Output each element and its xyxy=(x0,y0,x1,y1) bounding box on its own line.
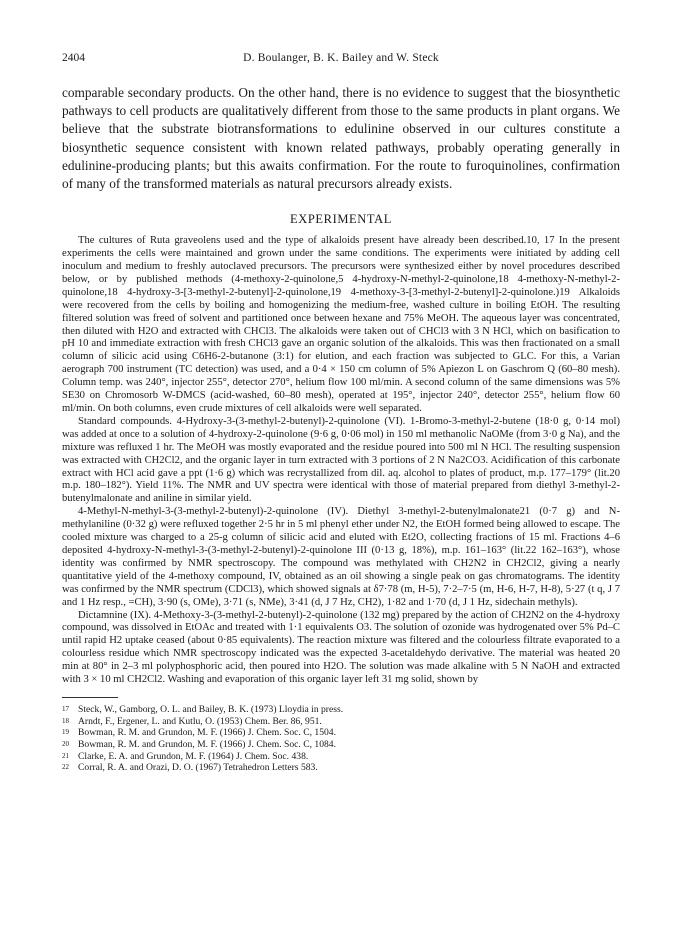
footnote-references xyxy=(62,704,620,774)
experimental-paragraph-standard-compounds: Standard compounds. 4-Hydroxy-3-(3-methyl-2-butenyl)-2-quinolone (VI). 1-Bromo-3-methyl-2-butene (18·0 g, 0·14 mol) was added at once to a solution of 4-hydroxy-2-quinolone (9·6 g, 0·06 mol) in 150 ml methanolic NaOMe (from 3·0 g Na), and the mixture was refluxed 1 hr. The MeOH was mostly evaporated and the residue poured into 500 ml N HCl. The resulting suspension was extracted with CH2Cl2, and the organic layer in turn extracted with 3 portions of 2 N Na2CO3. Acidification of this carbonate extract with HCl acid gave a ppt (1·6 g) which was recrystallized from dil. aq. alcohol to plates of product, m.p. 177–179° (lit.20 m.p. 180–182°). Yield 11%. The NMR and UV spectra were identical with those of material prepared from diethyl 3-methyl-2-butenylmalonate and aniline in similar yield. xyxy=(62,415,620,505)
reference-number: 20 xyxy=(62,740,69,749)
reference-item xyxy=(62,739,620,751)
reference-text: Corral, R. A. and Orazi, D. O. (1967) Tetrahedron Letters 583. xyxy=(78,762,318,774)
reference-text: Clarke, E. A. and Grundon, M. F. (1964) J. Chem. Soc. 438. xyxy=(78,750,309,762)
reference-item xyxy=(62,762,620,774)
reference-text: Bowman, R. M. and Grundon, M. F. (1966) J. Chem. Soc. C, 1084. xyxy=(78,739,336,751)
reference-item xyxy=(62,704,620,716)
experimental-paragraph-dictamnine: Dictamnine (IX). 4-Methoxy-3-(3-methyl-2-butenyl)-2-quinolone (132 mg) prepared by the action of CH2N2 on the 4-hydroxy compound, was dissolved in EtOAc and treated with 1·1 equivalents O3. The solution of ozonide was hydrogenated over 5% Pd–C until rapid H2 uptake ceased (about 0·85 equivalents). The reaction mixture was filtered and the colourless filtrate evaporated to a colourless residue which NMR spectroscopy indicated was the expected 3-acetaldehydo derivative. The material was heated 20 min at 80° in 2–3 ml polyphosphoric acid, then poured into H2O. The solution was made alkaline with 5 N NaOH and extracted with 3 × 10 ml CH2Cl2. Washing and evaporation of this organic layer left 31 mg solid, shown by xyxy=(62,609,620,686)
reference-text: Arndt, F., Ergener, L. and Kutlu, O. (1953) Chem. Ber. 86, 951. xyxy=(78,715,322,727)
reference-number: 19 xyxy=(62,728,69,737)
experimental-paragraph-general: The cultures of Ruta graveolens used and the type of alkaloids present have already been described.10, 17 In the present experiments the cells were maintained and grown under the same conditions. The experiments were initiated by adding cell inoculum and medium to freshly autoclaved precursors. The precursors were synthesized either by novel procedures described below, or by published methods (4-methoxy-2-quinolone,5 4-hydroxy-N-methyl-2-quinolone,18 4-methoxy-N-methyl-2-quinolone,18 4-hydroxy-3-[3-methyl-2-butenyl]-2-quinolone,19 4-methoxy-3-[3-methyl-2-butenyl]-2-quinolone.)19 Alkaloids were recovered from the cells by boiling and homogenizing the medium-free, washed culture in boiling EtOH. The resulting filtered solution was freed of solvent and partitioned once between hexane and 75% MeOH. The aqueous layer was concentrated, then diluted with H2O and extracted with CHCl3. The alkaloids were taken out of CHCl3 with 3 N HCl, which on basification to pH 10 and immediate extraction with fresh CHCl3 gave an organic solution of the alkaloids. This was then fractionated on a small column of silicic acid using C6H6-2-butanone (3:1) for elution, and each fraction was subjected to GLC. For this, a Varian aerograph 700 instrument (TC detection) was used, and a 0·4 × 150 cm column of 5% Apiezon L on Gaschrom Q (60–80 mesh). Column temp. was 240°, injector 255°, detector 270°, helium flow 100 ml/min. A second column of the same dimensions was 5% SE30 on Chromosorb W-DMCS (acid-washed, 60–80 mesh), operated at 195°, injector 240°, detector 255°, helium flow 60 ml/min. On both columns, even crude mixtures of cell alkaloids were well separated. xyxy=(62,235,620,414)
reference-text: Bowman, R. M. and Grundon, M. F. (1966) J. Chem. Soc. C, 1504. xyxy=(78,727,336,739)
page-number: 2404 xyxy=(62,52,85,64)
experimental-section xyxy=(62,235,620,687)
journal-page xyxy=(62,52,620,774)
discussion-paragraph: comparable secondary products. On the other hand, there is no evidence to suggest that the biosynthetic pathways to cell products are qualitatively different from those to the same products in plant organs. We believe that the substrate biotransformations to edulinine observed in our cultures constitute a biosynthetic sequence consistent with known related pathways, probably operating generally in edulinine-producing plants; but this awaits confirmation. For the route to furoquinolines, confirmation of many of the transformed materials as natural precursors already exists. xyxy=(62,85,620,192)
reference-item xyxy=(62,751,620,763)
reference-text: Steck, W., Gamborg, O. L. and Bailey, B. K. (1973) Lloydia in press. xyxy=(78,703,344,715)
reference-number: 22 xyxy=(62,763,69,772)
running-header xyxy=(62,52,620,68)
reference-item xyxy=(62,716,620,728)
reference-number: 21 xyxy=(62,751,69,760)
section-heading: EXPERIMENTAL xyxy=(289,212,393,227)
reference-number: 18 xyxy=(62,716,69,725)
reference-number: 17 xyxy=(62,704,69,713)
experimental-paragraph-compound-iv: 4-Methyl-N-methyl-3-(3-methyl-2-butenyl)-2-quinolone (IV). Diethyl 3-methyl-2-butenylmalonate21 (0·7 g) and N-methylaniline (0·32 g) were refluxed together 2·5 hr in 5 ml phenyl ether under N2, the EtOH formed being allowed to escape. The cooled mixture was charged to a 25-g column of silicic acid and eluted with Et2O, collecting fractions of 15 ml. Fractions 4–6 deposited 4-hydroxy-N-methyl-3-(3-methyl-2-butenyl)-2-quinolone III (0·13 g, 18%), m.p. 161–163° (lit.22 162–163°), whose identity was confirmed by NMR spectroscopy. The compound was methylated with CH2N2 in CH2Cl2, giving a nearly quantitative yield of the 4-methoxy compound, IV, obtained as an oil showing a single peak on gas chromatograms. The identity was confirmed by the NMR spectrum (CDCl3), which showed signals at δ7·78 (m, H-5), 7·2–7·5 (m, H-6, H-7, H-8), 5·27 (t q, J 7 and 1 Hz resp., =CH), 3·90 (s, OMe), 3·71 (s, NMe), 3·41 (d, J 7 Hz, CH2), 1·82 and 1·70 (d, J 1 Hz, sidechain methyls). xyxy=(62,506,620,608)
reference-item xyxy=(62,727,620,739)
running-header-authors: D. Boulanger, B. K. Bailey and W. Steck xyxy=(243,52,439,64)
discussion-text xyxy=(62,84,620,193)
footnote-divider xyxy=(62,697,118,698)
